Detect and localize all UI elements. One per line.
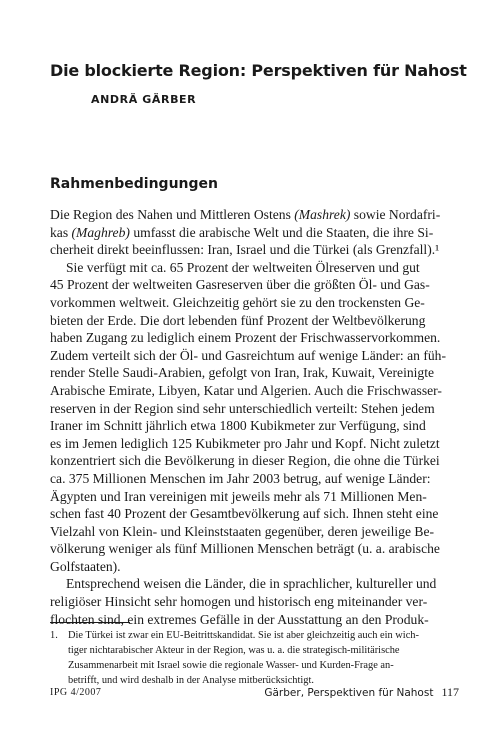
text-line: völkerung weniger als fünf Millionen Menschen beträgt (u. a. arabische: [50, 541, 440, 557]
text-line: Arabische Emirate, Libyen, Katar und Algerien. Auch die Frischwasser-: [50, 382, 442, 398]
text-line: 45 Prozent der weltweiten Gasreserven über die größten Öl- und Gas-: [50, 277, 430, 293]
text-line: cherheit direkt beeinflussen: Iran, Israel und die Türkei (als Grenzfall).¹: [50, 242, 440, 258]
footnote-text: betrifft, und wird deshalb in der Analyse mitberücksichtigt.: [68, 675, 314, 686]
text-line: Sie verfügt mit ca. 65 Prozent der weltweiten Ölreserven und gut: [66, 259, 420, 275]
footnote-line: [50, 628, 460, 643]
author-name: ANDRÄ GÄRBER: [91, 93, 197, 106]
article-title: Die blockierte Region: Perspektiven für Nahost: [50, 61, 467, 80]
footnote-divider: [50, 622, 130, 623]
footnote-line: [50, 643, 460, 658]
footnote-text: Zusammenarbeit mit Israel sowie die regionale Wasser- und Kurden-Frage an-: [68, 660, 394, 671]
text-line: konzentriert sich die Bevölkerung in dieser Region, die ohne die Türkei: [50, 453, 440, 469]
text-line: Vielzahl von Klein- und Kleinststaaten gegenüber, deren jeweilige Be-: [50, 523, 435, 539]
text-line: Ägypten und Iran vereinigen mit jeweils mehr als 71 Millionen Men-: [50, 488, 427, 504]
text-line: Golfstaaten).: [50, 558, 121, 574]
text-line: render Stelle Saudi-Arabien, gefolgt von Iran, Irak, Kuwait, Vereinigte: [50, 365, 435, 381]
text-line: flochten sind, ein extremes Gefälle in der Ausstattung an den Produk-: [50, 611, 429, 627]
journal-issue: IPG 4/2007: [50, 687, 102, 698]
text-line: Iraner im Schnitt jährlich etwa 1800 Kubikmeter zur Verfügung, sind: [50, 418, 426, 434]
text-line: schen fast 40 Prozent der Gesamtbevölkerung auf sich. Ihnen steht eine: [50, 506, 439, 522]
text-line: bieten der Erde. Die dort lebenden fünf Prozent der Weltbevölkerung: [50, 312, 426, 328]
text-line: ca. 375 Millionen Menschen im Jahr 2003 betrug, auf wenige Länder:: [50, 470, 431, 486]
footnote-line: [50, 658, 460, 673]
running-title: Gärber, Perspektiven für Nahost: [264, 687, 434, 699]
text-line: Zudem verteilt sich der Öl- und Gasreichtum auf wenige Länder: an füh-: [50, 347, 446, 363]
paragraph-2: [50, 259, 460, 576]
text-line: Entsprechend weisen die Länder, die in sprachlicher, kultureller und: [66, 576, 437, 592]
footnote-text: tiger nichtarabischer Akteur in der Region, was u. a. die strategisch-militärische: [68, 645, 400, 656]
page-number: 117: [441, 685, 459, 699]
text-line: religiöser Hinsicht sehr homogen und historisch eng miteinander ver-: [50, 594, 428, 610]
paragraph-1: [50, 206, 460, 259]
text-line: kas (Maghreb) umfasst die arabische Welt und die Staaten, die ihre Si-: [50, 224, 434, 240]
body-text: [50, 206, 460, 628]
running-footer: [264, 685, 459, 700]
text-line: es im Jemen lediglich 125 Kubikmeter pro Jahr und Kopf. Nicht zuletzt: [50, 435, 440, 451]
footnote-number: 1.: [50, 630, 58, 641]
section-heading: Rahmenbedingungen: [50, 176, 218, 192]
text-line: haben Zugang zu lediglich einem Prozent der Frischwasservorkommen.: [50, 330, 441, 346]
footnote-text: Die Türkei ist zwar ein EU-Beitrittskandidat. Sie ist aber gleichzeitig auch ein wich-: [68, 630, 419, 641]
text-line: reserven in der Region sind sehr unterschiedlich verteilt: Stehen jedem: [50, 400, 435, 416]
text-line: vorkommen weltweit. Gleichzeitig gehört sie zu den trockensten Ge-: [50, 294, 425, 310]
text-line: Die Region des Nahen und Mittleren Ostens (Mashrek) sowie Nordafri-: [50, 207, 441, 222]
paragraph-3: [50, 575, 460, 628]
footnote: [50, 628, 460, 688]
